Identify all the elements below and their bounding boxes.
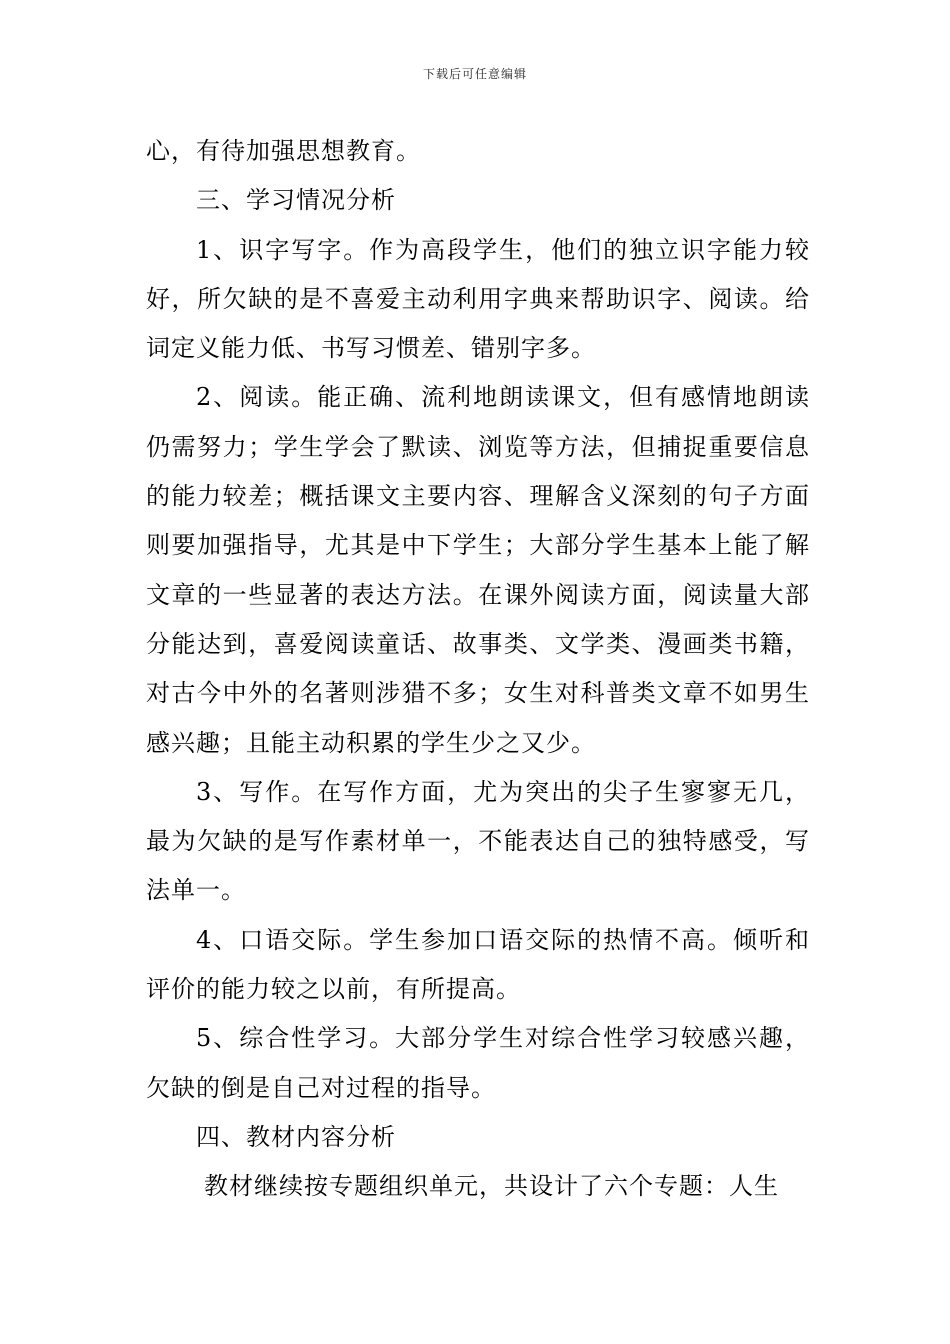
paragraph-reading: 2、阅读。能正确、流利地朗读课文，但有感情地朗读仍需努力；学生学会了默读、浏览等方法，但捕捉重要信息的能力较差；概括课文主要内容、理解含义深刻的句子方面则要加强指导，尤其是中下学生；大部分学生基本上能了解文章的一些显著的表达方法。在课外阅读方面，阅读量大部分能达到，喜爱阅读童话、故事类、文学类、漫画类书籍，对古今中外的名著则涉猎不多；女生对科普类文章不如男生感兴趣；且能主动积累的学生少之又少。 xyxy=(146,383,810,757)
page-header: 下载后可任意编辑 xyxy=(422,67,527,81)
document-body xyxy=(146,127,810,1212)
paragraph-writing: 3、写作。在写作方面，尤为突出的尖子生寥寥无几，最为欠缺的是写作素材单一，不能表达自己的独特感受，写法单一。 xyxy=(146,777,810,905)
paragraph-textbook-units: 教材继续按专题组织单元，共设计了六个专题：人生 xyxy=(204,1172,779,1201)
paragraph-oral-communication: 4、口语交际。学生参加口语交际的热情不高。倾听和评价的能力较之以前，有所提高。 xyxy=(146,925,810,1004)
paragraph-comprehensive-learning: 5、综合性学习。大部分学生对综合性学习较感兴趣，欠缺的倒是自己对过程的指导。 xyxy=(146,1024,810,1102)
section-heading-textbook-analysis: 四、教材内容分析 xyxy=(196,1122,396,1151)
paragraph-continuation: 心，有待加强思想教育。 xyxy=(146,137,421,165)
paragraph-literacy: 1、识字写字。作为高段学生，他们的独立识字能力较好，所欠缺的是不喜爱主动利用字典来帮助识字、阅读。给词定义能力低、书写习惯差、错别字多。 xyxy=(146,235,810,363)
section-heading-learning-analysis: 三、学习情况分析 xyxy=(196,186,396,215)
